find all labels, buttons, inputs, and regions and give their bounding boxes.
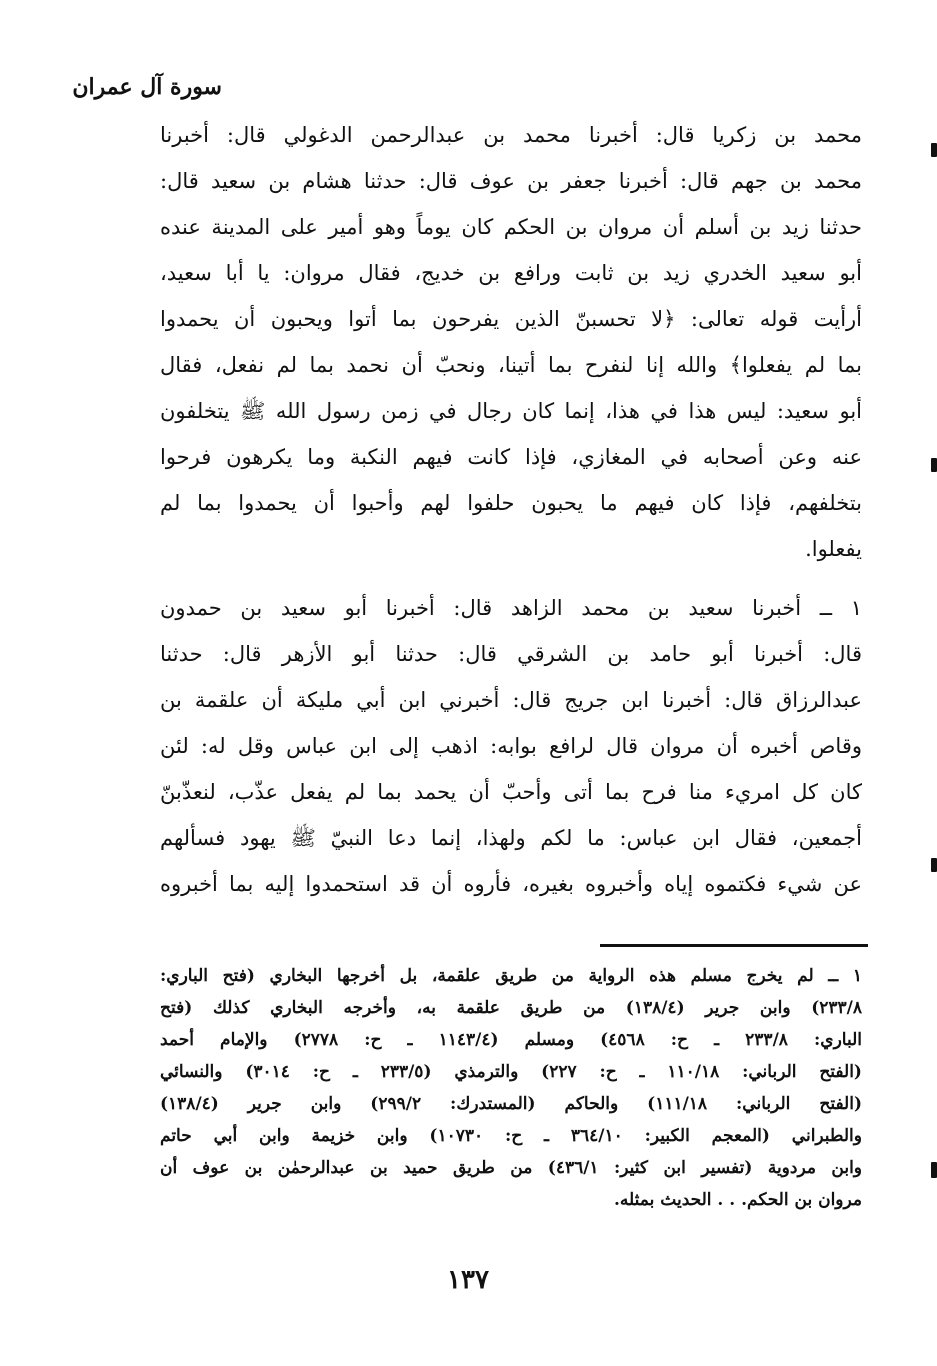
text-line: بما لم يفعلوا﴾ والله إنا لنفرح بما أتينا، ونحبّ أن نحمد بما لم نفعل، فقال [160, 353, 862, 377]
footnote-line: والطبراني (المعجم الكبير: ٣٦٤/١٠ ـ ح: ١٠٧٣٠) وابن خزيمة وابن أبي حاتم [160, 1126, 862, 1146]
running-header: سورة آل عمران [72, 74, 222, 100]
footnote-line: وابن مردوية (تفسير ابن كثير: ٤٣٦/١) من طريق حميد بن عبدالرحمٰن بن عوف أن [160, 1158, 862, 1178]
footnote-line: ٢٣٣/٨) وابن جرير (١٣٨/٤) من طريق علقمة به، وأخرجه البخاري كذلك (فتح [160, 998, 862, 1018]
footnote [160, 960, 862, 1216]
paragraph-isnad-intro [160, 112, 862, 572]
footnote-line: (الفتح الرباني: ١١١/١٨) والحاكم (المستدرك: ٢٩٩/٢) وابن جرير (١٣٨/٤) [160, 1094, 862, 1114]
text-line: أبو سعيد: ليس هذا في هذا، إنما كان رجال في زمن رسول الله ﷺ يتخلفون [160, 399, 862, 423]
text-line: أجمعين، فقال ابن عباس: ما لكم ولهذا، إنما دعا النبيّ ﷺ يهود فسألهم [160, 826, 862, 850]
text-line: قال: أخبرنا أبو حامد بن الشرقي قال: حدثنا أبو الأزهر قال: حدثنا [160, 642, 862, 666]
text-line: محمد بن زكريا قال: أخبرنا محمد بن عبدالرحمن الدغولي قال: أخبرنا [160, 123, 862, 147]
text-line: أرأيت قوله تعالى: ﴿لا تحسبنّ الذين يفرحون بما أتوا ويحبون أن يحمدوا [160, 307, 862, 331]
footnote-line: الباري: ٢٣٣/٨ ـ ح: ٤٥٦٨) ومسلم (١١٤٣/٤ ـ ح: ٢٧٧٨) والإمام أحمد [160, 1030, 862, 1050]
text-line: كان كل امريء منا فرح بما أتى وأحبّ أن يحمد بما لم يفعل عذّب، لنعذّبنّ [160, 780, 862, 804]
footnote-line: مروان بن الحكم. . . الحديث بمثله. [614, 1190, 862, 1210]
footnote-separator [600, 944, 868, 947]
page-number: ١٣٧ [447, 1265, 489, 1295]
text-line: عبدالرزاق قال: أخبرنا ابن جريج قال: أخبرني ابن أبي مليكة أن علقمة بن [160, 688, 862, 712]
footnote-line: ١ ــ لم يخرج مسلم هذه الرواية من طريق علقمة، بل أخرجها البخاري (فتح الباري: [160, 966, 862, 986]
text-line: وقاص أخبره أن مروان قال لرافع بوابه: اذهب إلى ابن عباس وقل له: لئن [160, 734, 862, 758]
text-line: محمد بن جهم قال: أخبرنا جعفر بن عوف قال: حدثنا هشام بن سعيد قال: [160, 169, 862, 193]
text-line: بتخلفهم، فإذا كان فيهم ما يحبون حلفوا لهم وأحبوا أن يحمدوا بما لم [160, 491, 862, 515]
text-line: حدثنا زيد بن أسلم أن مروان بن الحكم كان يوماً وهو أمير على المدينة عنده [160, 215, 862, 239]
binding-mark [931, 458, 937, 472]
text-line: عنه وعن أصحابه في المغازي، فإذا كانت فيهم النكبة وما يكرهون فرحوا [160, 445, 862, 469]
text-line: عن شيء فكتموه إياه وأخبروه بغيره، فأروه أن قد استحمدوا إليه بما أخبروه [160, 872, 862, 896]
text-line: ١ ــ أخبرنا سعيد بن محمد الزاهد قال: أخبرنا أبو سعيد بن حمدون [160, 596, 862, 620]
paragraph-narration-1 [160, 585, 862, 907]
footnote-line: (الفتح الرباني: ١١٠/١٨ ـ ح: ٢٢٧) والترمذي (٢٣٣/٥ ـ ح: ٣٠١٤) والنسائي [160, 1062, 862, 1082]
binding-mark [931, 143, 937, 157]
binding-mark [931, 858, 937, 872]
binding-mark [931, 1162, 937, 1178]
text-line: يفعلوا. [805, 537, 862, 561]
text-line: أبو سعيد الخدري زيد بن ثابت ورافع بن خديج، فقال مروان: يا أبا سعيد، [160, 261, 862, 285]
